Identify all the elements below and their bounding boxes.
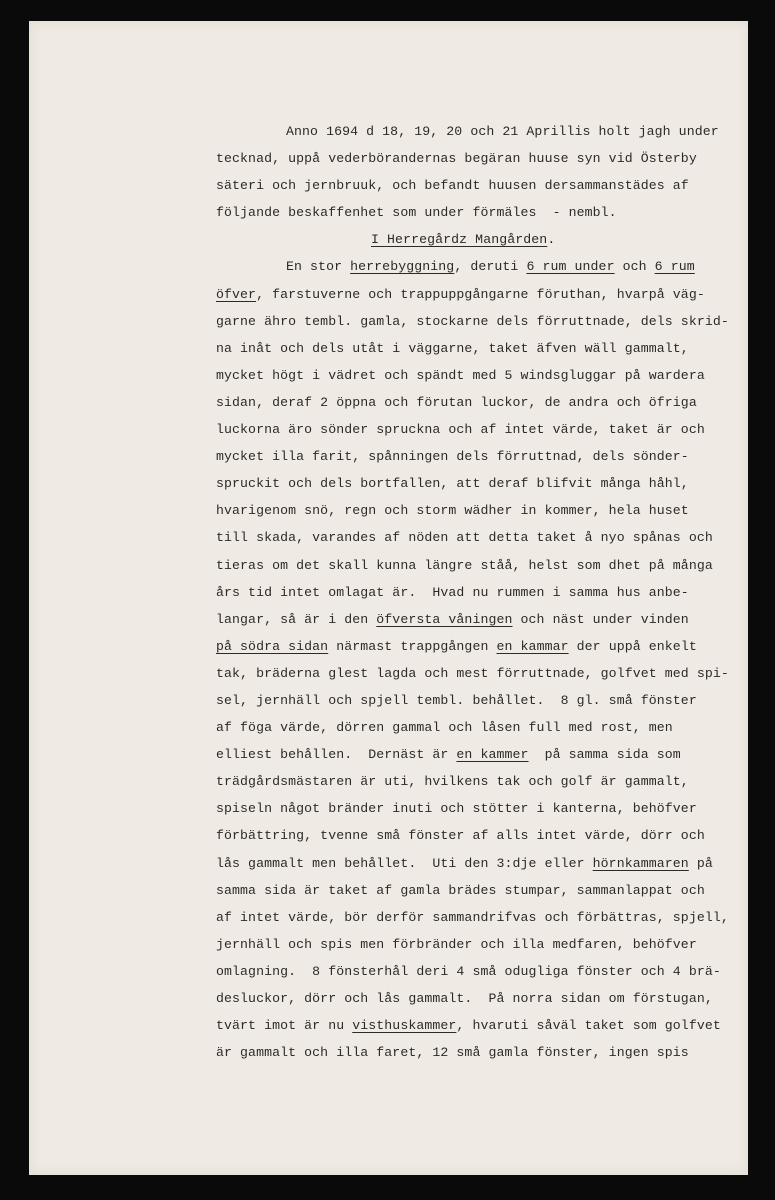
text-segment: trädgårdsmästaren är uti, hvilkens tak och golf är gammalt, bbox=[216, 774, 689, 790]
text-line bbox=[216, 985, 756, 1012]
text-line bbox=[216, 443, 756, 470]
text-line bbox=[216, 958, 756, 985]
underlined-text: en kammar bbox=[496, 638, 569, 654]
text-segment: omlagning. 8 fönsterhål deri 4 små odugliga fönster och 4 brä- bbox=[216, 963, 721, 979]
document-body bbox=[216, 118, 756, 1066]
text-segment: till skada, varandes af nöden att detta taket å nyo spånas och bbox=[216, 530, 713, 546]
text-line bbox=[216, 497, 756, 524]
underlined-text: 6 rum under bbox=[526, 259, 615, 275]
text-line bbox=[216, 877, 756, 904]
underlined-text: 6 rum bbox=[654, 259, 695, 275]
text-line bbox=[216, 660, 756, 687]
text-segment: tak, bräderna glest lagda och mest förruttnade, golfvet med spi- bbox=[216, 665, 729, 681]
underlined-text: herrebyggning bbox=[350, 259, 455, 275]
text-line bbox=[216, 633, 756, 660]
text-line bbox=[216, 362, 756, 389]
underlined-text: I Herregårdz Mangården bbox=[371, 232, 548, 248]
text-line bbox=[216, 308, 756, 335]
text-line bbox=[216, 226, 756, 253]
text-segment: följande beskaffenhet som under förmäles - nembl. bbox=[216, 205, 617, 221]
text-segment: är gammalt och illa faret, 12 små gamla fönster, ingen spis bbox=[216, 1045, 689, 1061]
text-line bbox=[216, 524, 756, 551]
text-segment: langar, så är i den bbox=[216, 611, 377, 627]
text-segment: , hvaruti såväl taket som golfvet bbox=[456, 1018, 721, 1034]
text-segment: sidan, deraf 2 öppna och förutan luckor, de andra och öfriga bbox=[216, 394, 697, 410]
text-segment: sel, jernhäll och spjell tembl. behållet. 8 gl. små fönster bbox=[216, 692, 697, 708]
text-line bbox=[216, 199, 756, 226]
text-segment: Anno 1694 d 18, 19, 20 och 21 Aprillis holt jagh under bbox=[286, 124, 719, 139]
text-segment: garne ähro tembl. gamla, stockarne dels förruttnade, dels skrid- bbox=[216, 313, 729, 329]
text-segment: , farstuverne och trappuppgångarne föruthan, hvarpå väg- bbox=[256, 286, 705, 302]
text-segment: närmast trappgången bbox=[328, 638, 497, 654]
text-segment: hvarigenom snö, regn och storm wädher in kommer, hela huset bbox=[216, 503, 689, 519]
text-line bbox=[216, 416, 756, 443]
text-line bbox=[216, 253, 756, 280]
text-segment: spruckit och dels bortfallen, att deraf blifvit många håhl, bbox=[216, 476, 689, 492]
text-segment: på samma sida som bbox=[528, 747, 681, 763]
text-line bbox=[216, 904, 756, 931]
text-segment: jernhäll och spis men förbränder och illa medfaren, behöfver bbox=[216, 936, 697, 952]
text-segment: tvärt imot är nu bbox=[216, 1018, 353, 1034]
text-segment: års tid intet omlagat är. Hvad nu rummen i samma hus anbe- bbox=[216, 584, 689, 600]
text-segment: mycket illa farit, spånningen dels förruttnad, dels sönder- bbox=[216, 449, 689, 465]
text-segment: lås gammalt men behållet. Uti den 3:dje eller bbox=[216, 855, 593, 871]
text-segment: , deruti bbox=[454, 259, 527, 275]
text-line bbox=[216, 579, 756, 606]
text-segment: luckorna äro sönder spruckna och af intet värde, taket är och bbox=[216, 422, 705, 438]
text-line bbox=[216, 741, 756, 768]
text-line bbox=[216, 795, 756, 822]
text-segment: der uppå enkelt bbox=[568, 638, 697, 654]
text-line bbox=[216, 281, 756, 308]
text-segment: på bbox=[688, 855, 713, 871]
text-line bbox=[216, 335, 756, 362]
text-line bbox=[216, 389, 756, 416]
text-segment: förbättring, tvenne små fönster af alls intet värde, dörr och bbox=[216, 828, 705, 844]
text-line bbox=[216, 145, 756, 172]
text-line bbox=[216, 172, 756, 199]
text-line bbox=[216, 822, 756, 849]
text-segment: af föga värde, dörren gammal och låsen full med rost, men bbox=[216, 720, 673, 736]
text-segment: tieras om det skall kunna längre ståå, helst som dhet på många bbox=[216, 557, 713, 573]
text-segment: tecknad, uppå vederbörandernas begäran huuse syn vid Österby bbox=[216, 151, 697, 167]
text-segment: mycket högt i vädret och spändt med 5 windsgluggar på wardera bbox=[216, 367, 705, 383]
text-line bbox=[216, 552, 756, 579]
text-line bbox=[216, 714, 756, 741]
text-segment: och näst under vinden bbox=[512, 611, 689, 627]
text-segment: desluckor, dörr och lås gammalt. På norra sidan om förstugan, bbox=[216, 991, 713, 1006]
text-segment: och bbox=[614, 259, 655, 275]
text-line bbox=[216, 1039, 756, 1066]
underlined-text: visthuskammer bbox=[352, 1018, 457, 1034]
underlined-text: öfversta våningen bbox=[376, 611, 513, 627]
text-segment: spiseln något bränder inuti och stötter i kanterna, behöfver bbox=[216, 801, 697, 817]
text-line bbox=[216, 470, 756, 497]
text-segment: En stor bbox=[286, 259, 351, 275]
text-line bbox=[216, 606, 756, 633]
underlined-text: en kammer bbox=[456, 747, 529, 763]
underlined-text: hörnkammaren bbox=[592, 855, 689, 871]
text-line bbox=[216, 118, 756, 145]
text-segment: af intet värde, bör derför sammandrifvas och förbättras, spjell, bbox=[216, 909, 729, 925]
text-line bbox=[216, 687, 756, 714]
text-line bbox=[216, 850, 756, 877]
text-segment: samma sida är taket af gamla brädes stumpar, sammanlappat och bbox=[216, 882, 705, 898]
text-line bbox=[216, 768, 756, 795]
underlined-text: öfver bbox=[216, 286, 257, 302]
underlined-text: på södra sidan bbox=[216, 638, 329, 654]
text-segment: säteri och jernbruuk, och befandt huusen dersammanstädes af bbox=[216, 178, 689, 194]
text-segment: elliest behållen. Dernäst är bbox=[216, 747, 457, 763]
text-segment: . bbox=[547, 232, 556, 248]
text-line bbox=[216, 931, 756, 958]
text-line bbox=[216, 1012, 756, 1039]
text-segment: na inåt och dels utåt i väggarne, taket äfven wäll gammalt, bbox=[216, 340, 689, 356]
